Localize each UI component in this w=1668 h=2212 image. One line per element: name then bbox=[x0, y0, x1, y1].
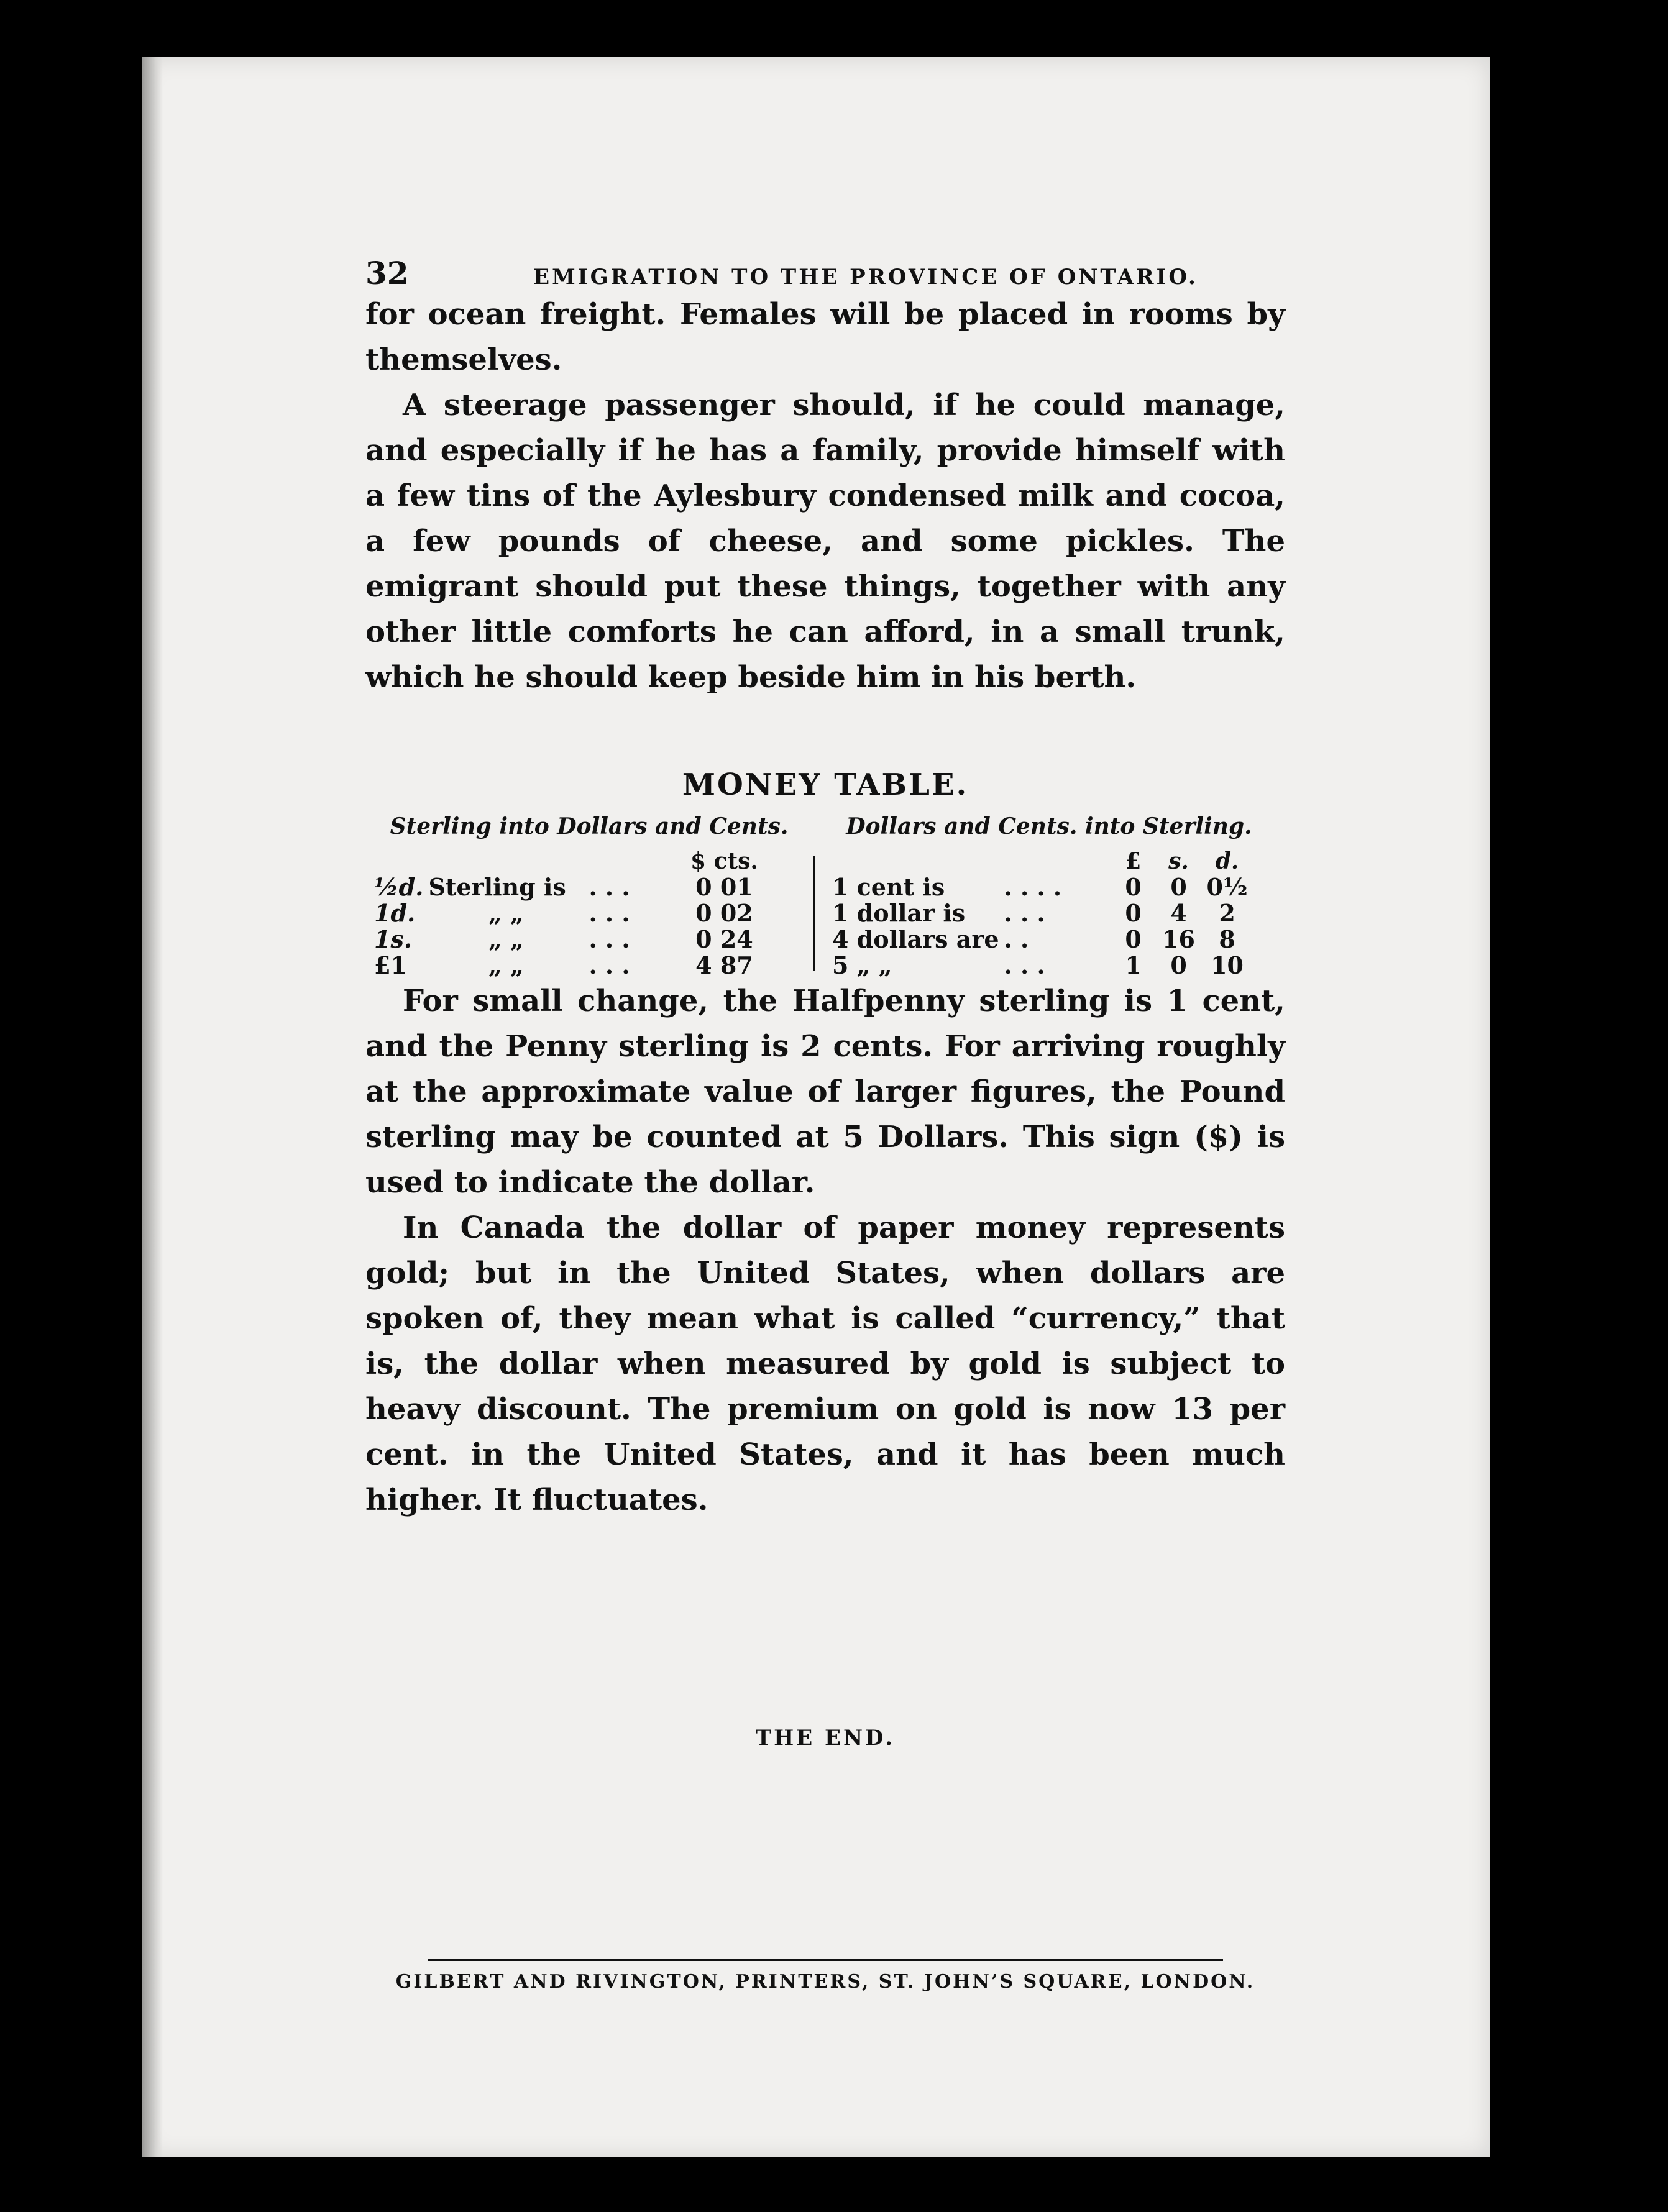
paragraph-steerage-passenger: A steerage passenger should, if he could manage, and especially if he has a family, provide himself with a few tins of the Aylesbury condensed milk and cocoa, a few pounds of cheese, and some pickles. The emigrant should put these things, together with any other little comforts he can afford, in a small trunk, which he should keep beside him in his berth. bbox=[365, 388, 1285, 695]
shillings-value: 0 bbox=[1170, 873, 1187, 901]
money-table bbox=[365, 813, 1285, 979]
table-divider bbox=[813, 856, 815, 971]
money-table-title: MONEY TABLE. bbox=[682, 767, 969, 802]
dollar-label: 1 dollar is bbox=[832, 899, 966, 927]
dollars-to-sterling-table bbox=[813, 813, 1285, 979]
dollar-value: 4 87 bbox=[695, 951, 753, 979]
sterling-label: „ „ bbox=[488, 951, 524, 979]
running-head: EMIGRATION TO THE PROVINCE OF ONTARIO. bbox=[533, 265, 1198, 290]
paragraph-small-change: For small change, the Halfpenny sterling is 1 cent, and the Penny sterling is 2 cents. For arriving roughly at the approximate value of larger figures, the Pound sterling may be counted at 5 Dollars. This sign ($) is used to indicate the dollar. bbox=[365, 984, 1285, 1200]
paragraph-ocean-freight: for ocean freight. Females will be placed in rooms by themselves. bbox=[365, 297, 1285, 377]
table-row bbox=[372, 926, 764, 953]
leader-dots: . . . bbox=[1004, 899, 1045, 927]
shillings-value: 16 bbox=[1162, 925, 1195, 953]
leader-dots: . . . . bbox=[1004, 873, 1062, 901]
sterling-to-dollars-table bbox=[365, 813, 813, 979]
page-header bbox=[365, 255, 1285, 292]
shillings-value: 4 bbox=[1170, 899, 1187, 927]
dollars-table-grid bbox=[830, 848, 1252, 979]
dollar-value: 0 01 bbox=[695, 873, 753, 901]
shillings-column-head: s. bbox=[1168, 848, 1189, 874]
sterling-to-dollars-heading: Sterling into Dollars and Cents. bbox=[390, 813, 789, 839]
dollar-value: 0 24 bbox=[695, 925, 753, 953]
pounds-value: 0 bbox=[1125, 925, 1142, 953]
shillings-value: 0 bbox=[1170, 951, 1187, 979]
paragraph-canada-dollar: In Canada the dollar of paper money represents gold; but in the United States, when dollars are spoken of, they mean what is called “currency,” that is, the dollar when measured by gold is subject to heavy discount. The premium on gold is now 13 per cent. in the United States, and it has been much higher. It fluctuates. bbox=[365, 1210, 1285, 1517]
sterling-amount: ½d. bbox=[374, 873, 424, 901]
sterling-amount: 1s. bbox=[374, 925, 413, 953]
table-row bbox=[372, 900, 764, 926]
sterling-label: Sterling is bbox=[428, 873, 566, 901]
dollar-label: 4 dollars are bbox=[832, 925, 999, 953]
table-row bbox=[830, 874, 1252, 900]
leader-dots: . . bbox=[1004, 925, 1029, 953]
page-edge bbox=[142, 57, 163, 2157]
table-row bbox=[830, 953, 1252, 979]
table-row bbox=[830, 926, 1252, 953]
pounds-column-head: £ bbox=[1125, 848, 1142, 874]
leader-dots: . . . bbox=[589, 925, 630, 953]
dollars-to-sterling-heading: Dollars and Cents. into Sterling. bbox=[846, 813, 1252, 839]
sterling-amount: £1 bbox=[374, 951, 407, 979]
leader-dots: . . . bbox=[589, 873, 630, 901]
pence-value: 10 bbox=[1211, 951, 1244, 979]
pounds-value: 0 bbox=[1125, 873, 1142, 901]
dollars-cents-column-head: $ cts. bbox=[690, 848, 758, 874]
printer-imprint: GILBERT AND RIVINGTON, PRINTERS, ST. JOHN’S SQUARE, LONDON. bbox=[395, 1971, 1255, 1993]
pence-value: 8 bbox=[1219, 925, 1235, 953]
table-row bbox=[372, 953, 764, 979]
leader-dots: . . . bbox=[589, 899, 630, 927]
pounds-value: 1 bbox=[1125, 951, 1142, 979]
the-end-label: THE END. bbox=[755, 1725, 896, 1750]
sterling-label: „ „ bbox=[488, 925, 524, 953]
sterling-amount: 1d. bbox=[374, 899, 416, 927]
table-row bbox=[830, 900, 1252, 926]
pence-value: 2 bbox=[1219, 899, 1235, 927]
sterling-label: „ „ bbox=[488, 899, 524, 927]
dollar-label: 1 cent is bbox=[832, 873, 945, 901]
dollar-label: 5 „ „ bbox=[832, 951, 892, 979]
dollar-value: 0 02 bbox=[695, 899, 753, 927]
page-number: 32 bbox=[365, 255, 409, 291]
pounds-value: 0 bbox=[1125, 899, 1142, 927]
leader-dots: . . . bbox=[589, 951, 630, 979]
footer-rule bbox=[428, 1959, 1223, 1961]
pence-value: 0½ bbox=[1206, 873, 1248, 901]
table-row bbox=[372, 874, 764, 900]
leader-dots: . . . bbox=[1004, 951, 1045, 979]
sterling-table-grid bbox=[372, 848, 764, 979]
pence-column-head: d. bbox=[1215, 848, 1239, 874]
page-content bbox=[365, 255, 1285, 1993]
